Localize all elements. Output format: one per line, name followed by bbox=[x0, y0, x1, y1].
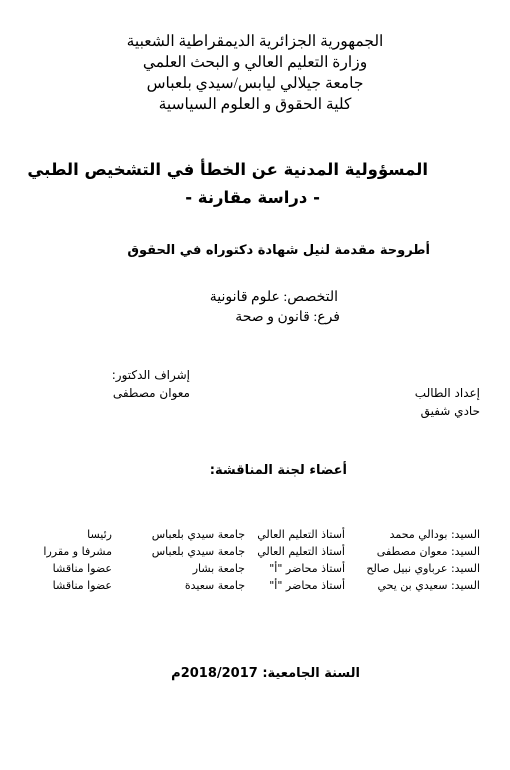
academic-year: السنة الجامعية: 2018/2017م bbox=[171, 666, 360, 681]
student-name: حادي شفيق bbox=[420, 404, 480, 418]
member-university: جامعة سيدي بلعباس bbox=[151, 545, 245, 558]
member-name: السيد: معوان مصطفى bbox=[376, 545, 480, 558]
member-role: عضوا مناقشا bbox=[52, 562, 112, 575]
thesis-title: المسؤولية المدنية عن الخطأ في التشخيص الطبي bbox=[27, 160, 428, 179]
member-rank: أستاذ محاضر "أ" bbox=[269, 562, 345, 575]
supervisor-label: إشراف الدكتور: bbox=[111, 368, 190, 382]
member-university: جامعة سعيدة bbox=[184, 579, 245, 592]
member-name: السيد: سعيدي بن يحي bbox=[377, 579, 480, 592]
thesis-purpose: أطروحة مقدمة لنيل شهادة دكتوراه في الحقوق bbox=[127, 243, 430, 258]
member-university: جامعة سيدي بلعباس bbox=[151, 528, 245, 541]
member-rank: أستاذ التعليم العالي bbox=[257, 545, 345, 558]
member-name: السيد: بودالي محمد bbox=[389, 528, 480, 541]
member-rank: أستاذ التعليم العالي bbox=[257, 528, 345, 541]
member-role: رئيسا bbox=[87, 528, 112, 541]
committee-title: أعضاء لجنة المناقشة: bbox=[209, 463, 347, 478]
faculty-name: كلية الحقوق و العلوم السياسية bbox=[158, 96, 352, 113]
thesis-subtitle: - دراسة مقارنة - bbox=[185, 188, 320, 207]
member-university: جامعة بشار bbox=[192, 562, 245, 575]
republic-name: الجمهورية الجزائرية الديمقراطية الشعبية bbox=[126, 33, 384, 50]
member-name: السيد: عرباوي نبيل صالح bbox=[366, 562, 480, 575]
member-role: مشرفا و مقررا bbox=[43, 545, 112, 558]
member-role: عضوا مناقشا bbox=[52, 579, 112, 592]
branch: فرع: قانون و صحة bbox=[235, 310, 340, 325]
specialty: التخصص: علوم قانونية bbox=[209, 290, 338, 305]
student-label: إعداد الطالب bbox=[414, 386, 480, 400]
ministry-name: وزارة التعليم العالي و البحث العلمي bbox=[142, 54, 368, 71]
supervisor-name: معوان مصطفى bbox=[112, 386, 190, 400]
university-name: جامعة جيلالي ليابس/سيدي بلعباس bbox=[146, 75, 364, 92]
member-rank: أستاذ محاضر "أ" bbox=[269, 579, 345, 592]
